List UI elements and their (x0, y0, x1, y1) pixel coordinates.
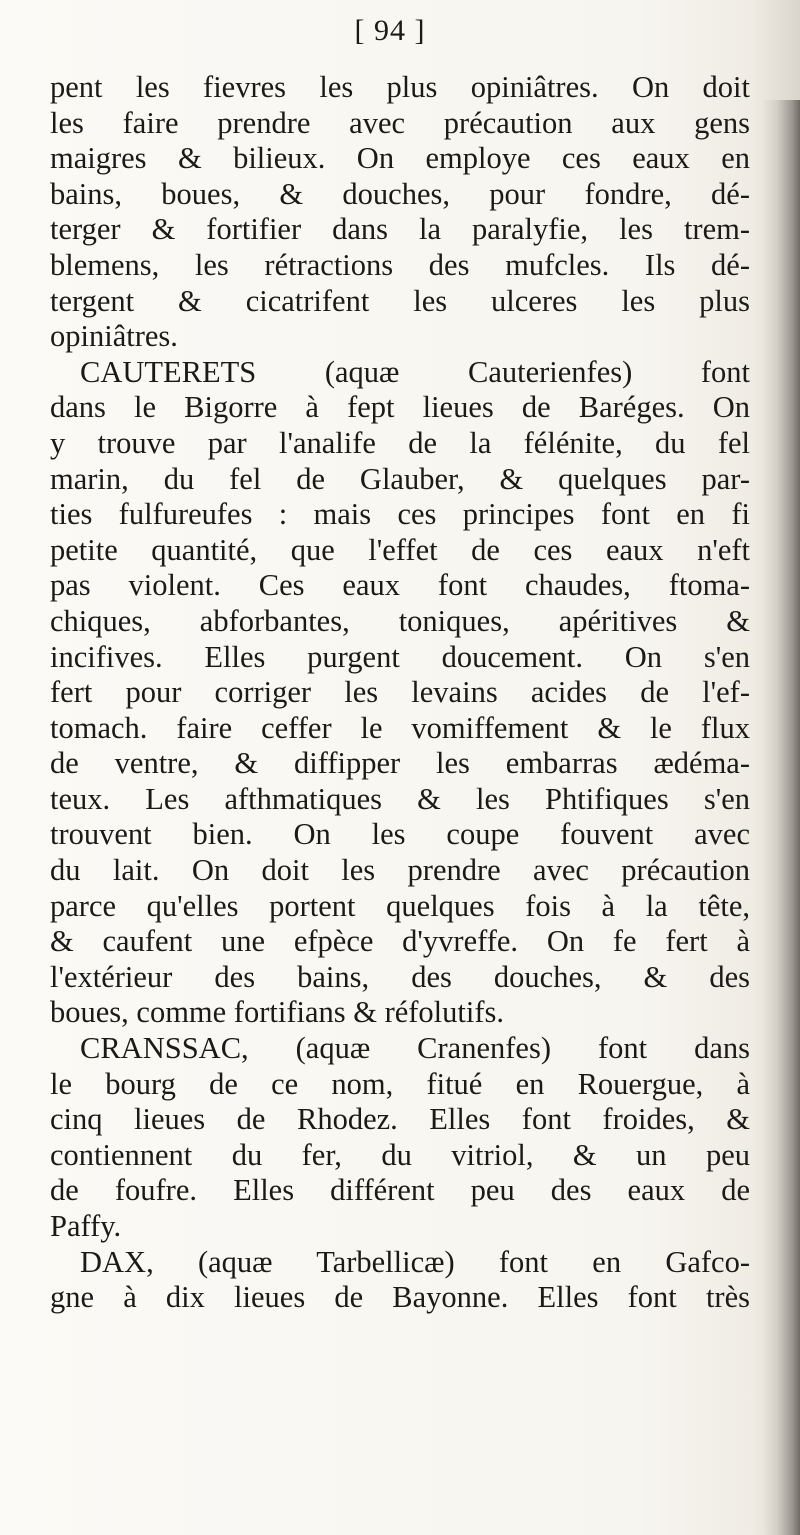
text-line: cinq lieues de Rhodez. Elles font froides, & (50, 1102, 750, 1137)
text-line: parce qu'elles portent quelques fois à la tête, (50, 888, 750, 923)
text-line: tergent & cicatrifent les ulceres les plus (50, 283, 750, 318)
text-line: trouvent bien. On les coupe fouvent avec (50, 817, 750, 852)
body-text (50, 70, 750, 1316)
text-line: les faire prendre avec précaution aux gens (50, 105, 750, 140)
text-line: de foufre. Elles différent peu des eaux de (50, 1173, 750, 1208)
text-line: dans le Bigorre à fept lieues de Baréges. On (50, 390, 750, 425)
text-line: maigres & bilieux. On employe ces eaux en (50, 141, 750, 176)
text-line: chiques, abforbantes, toniques, apéritives & (50, 603, 750, 638)
text-line: & caufent une efpèce d'yvreffe. On fe fert à (50, 924, 750, 959)
text-line: incifives. Elles purgent doucement. On s'en (50, 639, 750, 674)
text-line: gne à dix lieues de Bayonne. Elles font très (50, 1280, 750, 1315)
text-line: tomach. faire ceffer le vomiffement & le flux (50, 710, 750, 745)
text-line: contiennent du fer, du vitriol, & un peu (50, 1137, 750, 1172)
entry-cranssac: CRANSSAC, (aquæ Cranenfes) font dans (80, 1031, 750, 1066)
text-line: pas violent. Ces eaux font chaudes, ftoma- (50, 568, 750, 603)
text-line: le bourg de ce nom, fitué en Rouergue, à (50, 1066, 750, 1101)
text-line: bains, boues, & douches, pour fondre, dé- (50, 176, 750, 211)
text-line: opiniâtres. (50, 319, 178, 354)
text-line: petite quantité, que l'effet de ces eaux n'eft (50, 532, 750, 567)
page-number: [ 94 ] (354, 14, 426, 47)
entry-cauterets: CAUTERETS (aquæ Cauterienfes) font (80, 354, 750, 389)
text-line: y trouve par l'analife de la félénite, du fel (50, 425, 750, 460)
text-line: teux. Les afthmatiques & les Phtifiques s'en (50, 781, 750, 816)
text-line: fert pour corriger les levains acides de l'ef- (50, 675, 750, 710)
text-line: terger & fortifier dans la paralyfie, les trem- (50, 212, 750, 247)
text-line: marin, du fel de Glauber, & quelques par- (50, 461, 750, 496)
text-line: boues, comme fortifians & réfolutifs. (50, 995, 505, 1030)
entry-dax: DAX, (aquæ Tarbellicæ) font en Gafco- (80, 1244, 750, 1279)
text-line: Paffy. (50, 1209, 122, 1243)
text-line: ties fulfureufes : mais ces principes font en fi (50, 497, 750, 532)
text-line: blemens, les rétractions des mufcles. Ils dé- (50, 247, 750, 282)
text-line: de ventre, & diffipper les embarras ædéma- (50, 746, 750, 781)
page-gutter-shadow (762, 100, 800, 1535)
text-line: du lait. On doit les prendre avec précaution (50, 853, 750, 888)
text-line: l'extérieur des bains, des douches, & des (50, 959, 750, 994)
text-line: pent les fievres les plus opiniâtres. On doit (50, 70, 750, 104)
